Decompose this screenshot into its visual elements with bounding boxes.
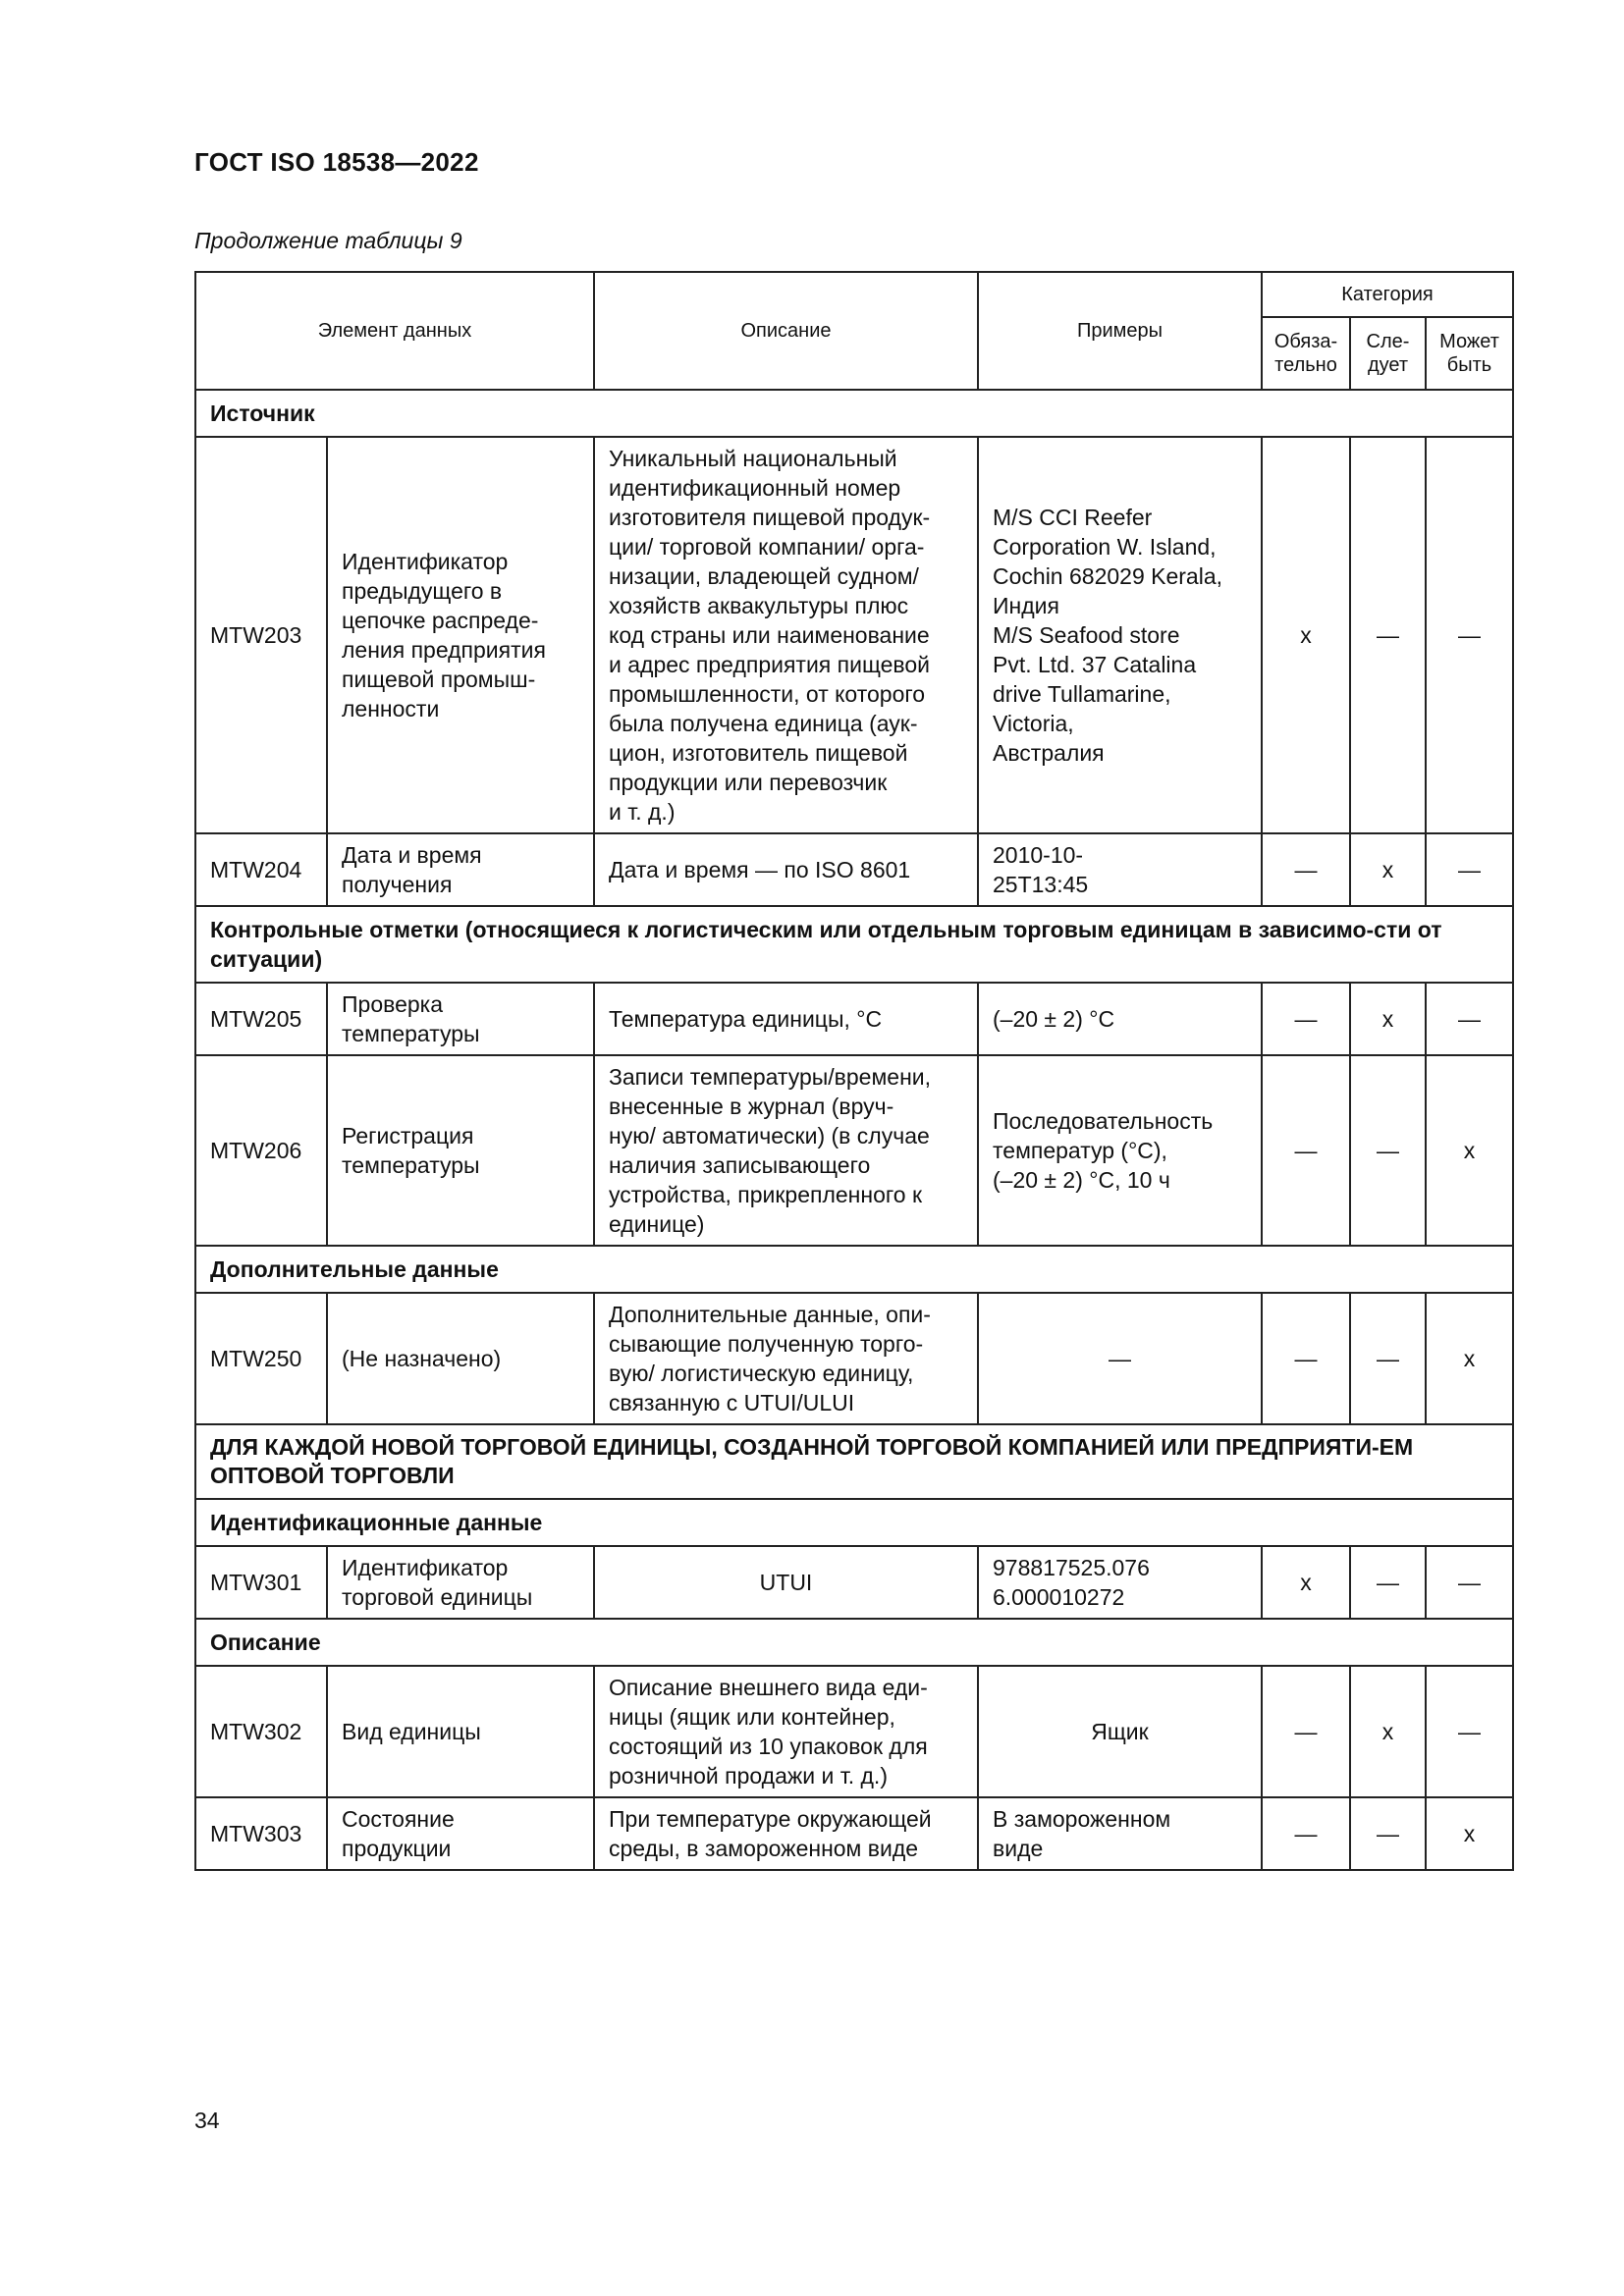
row-mandatory: — xyxy=(1262,1666,1350,1797)
row-description: Дата и время — по ISO 8601 xyxy=(594,833,978,906)
row-example: 978817525.076 6.000010272 xyxy=(978,1546,1262,1619)
row-code: MTW302 xyxy=(195,1666,327,1797)
row-description: Описание внешнего вида еди- ницы (ящик или контейнер, состоящий из 10 упаковок для розничной продажи и т. д.) xyxy=(594,1666,978,1797)
row-mandatory: — xyxy=(1262,983,1350,1055)
row-description: Записи температуры/времени, внесенные в журнал (вруч- ную/ автоматически) (в случае наличия записывающего устройства, прикрепленного к единице) xyxy=(594,1055,978,1246)
row-example: M/S CCI Reefer Corporation W. Island, Cochin 682029 Kerala, Индия M/S Seafood store Pvt. Ltd. 37 Catalina drive Tullamarine, Victoria, Австралия xyxy=(978,437,1262,833)
row-may: х xyxy=(1426,1055,1513,1246)
row-should: х xyxy=(1350,983,1426,1055)
section-row xyxy=(195,1246,1513,1293)
row-should: х xyxy=(1350,1666,1426,1797)
row-code: MTW204 xyxy=(195,833,327,906)
section-additional: Дополнительные данные xyxy=(195,1246,1513,1293)
row-element: Дата и время получения xyxy=(327,833,594,906)
section-description: Описание xyxy=(195,1619,1513,1666)
row-code: MTW303 xyxy=(195,1797,327,1870)
row-description: При температуре окружающей среды, в замороженном виде xyxy=(594,1797,978,1870)
table-row xyxy=(195,437,1513,833)
row-code: MTW206 xyxy=(195,1055,327,1246)
section-row xyxy=(195,1619,1513,1666)
table-caption: Продолжение таблицы 9 xyxy=(194,228,462,253)
header-should: Сле- дует xyxy=(1350,317,1426,390)
row-example: 2010-10- 25T13:45 xyxy=(978,833,1262,906)
row-may: — xyxy=(1426,1546,1513,1619)
section-row xyxy=(195,1499,1513,1546)
section-control: Контрольные отметки (относящиеся к логистическим или отдельным торговым единицам в зависимо-сти от ситуации) xyxy=(195,906,1513,983)
row-mandatory: — xyxy=(1262,1055,1350,1246)
data-elements-table xyxy=(194,271,1514,1871)
row-example: Ящик xyxy=(978,1666,1262,1797)
row-description: Уникальный национальный идентификационный номер изготовителя пищевой продук- ции/ торговой компании/ орга- низации, владеющей судном/ хозяйств аквакультуры плюс код страны или наименование и адрес предприятия пищевой промышленности, от которого была получена единица (аук- цион, изготовитель пищевой продукции или перевозчик и т. д.) xyxy=(594,437,978,833)
table-row xyxy=(195,1546,1513,1619)
row-may: — xyxy=(1426,833,1513,906)
row-mandatory: х xyxy=(1262,1546,1350,1619)
section-source: Источник xyxy=(195,390,1513,437)
row-should: — xyxy=(1350,437,1426,833)
row-element: Регистрация температуры xyxy=(327,1055,594,1246)
section-row xyxy=(195,906,1513,983)
row-code: MTW301 xyxy=(195,1546,327,1619)
row-code: MTW203 xyxy=(195,437,327,833)
section-row xyxy=(195,1424,1513,1499)
table-row xyxy=(195,983,1513,1055)
row-may: х xyxy=(1426,1797,1513,1870)
row-may: — xyxy=(1426,1666,1513,1797)
header-description: Описание xyxy=(594,272,978,390)
row-should: — xyxy=(1350,1546,1426,1619)
row-mandatory: — xyxy=(1262,1293,1350,1424)
section-new-unit: ДЛЯ КАЖДОЙ НОВОЙ ТОРГОВОЙ ЕДИНИЦЫ, СОЗДАННОЙ ТОРГОВОЙ КОМПАНИЕЙ ИЛИ ПРЕДПРИЯТИ-ЕМ ОПТОВОЙ ТОРГОВЛИ xyxy=(195,1424,1513,1499)
row-example: — xyxy=(978,1293,1262,1424)
header-may: Может быть xyxy=(1426,317,1513,390)
row-code: MTW205 xyxy=(195,983,327,1055)
section-row xyxy=(195,390,1513,437)
row-should: — xyxy=(1350,1797,1426,1870)
table-row xyxy=(195,833,1513,906)
row-should: — xyxy=(1350,1293,1426,1424)
row-may: — xyxy=(1426,983,1513,1055)
row-should: х xyxy=(1350,833,1426,906)
row-mandatory: х xyxy=(1262,437,1350,833)
row-description: Дополнительные данные, опи- сывающие полученную торго- вую/ логистическую единицу, связанную с UTUI/ULUI xyxy=(594,1293,978,1424)
table-row xyxy=(195,1055,1513,1246)
document-header: ГОСТ ISO 18538—2022 xyxy=(194,147,479,177)
section-identification: Идентификационные данные xyxy=(195,1499,1513,1546)
row-should: — xyxy=(1350,1055,1426,1246)
row-element: Состояние продукции xyxy=(327,1797,594,1870)
row-example: (–20 ± 2) °С xyxy=(978,983,1262,1055)
header-examples: Примеры xyxy=(978,272,1262,390)
row-example: Последовательность температур (°С), (–20 ± 2) °С, 10 ч xyxy=(978,1055,1262,1246)
row-may: х xyxy=(1426,1293,1513,1424)
row-description: Температура единицы, °С xyxy=(594,983,978,1055)
header-mandatory: Обяза- тельно xyxy=(1262,317,1350,390)
header-category: Категория xyxy=(1262,272,1513,317)
row-element: Идентификатор предыдущего в цепочке распреде- ления предприятия пищевой промыш- ленности xyxy=(327,437,594,833)
row-element: Проверка температуры xyxy=(327,983,594,1055)
row-element: (Не назначено) xyxy=(327,1293,594,1424)
row-example: В замороженном виде xyxy=(978,1797,1262,1870)
page-number: 34 xyxy=(194,2108,220,2133)
row-element: Вид единицы xyxy=(327,1666,594,1797)
row-may: — xyxy=(1426,437,1513,833)
row-mandatory: — xyxy=(1262,1797,1350,1870)
row-description: UTUI xyxy=(594,1546,978,1619)
table-row xyxy=(195,1666,1513,1797)
table-row xyxy=(195,1797,1513,1870)
row-code: MTW250 xyxy=(195,1293,327,1424)
row-element: Идентификатор торговой единицы xyxy=(327,1546,594,1619)
row-mandatory: — xyxy=(1262,833,1350,906)
header-element: Элемент данных xyxy=(195,272,594,390)
table-row xyxy=(195,1293,1513,1424)
